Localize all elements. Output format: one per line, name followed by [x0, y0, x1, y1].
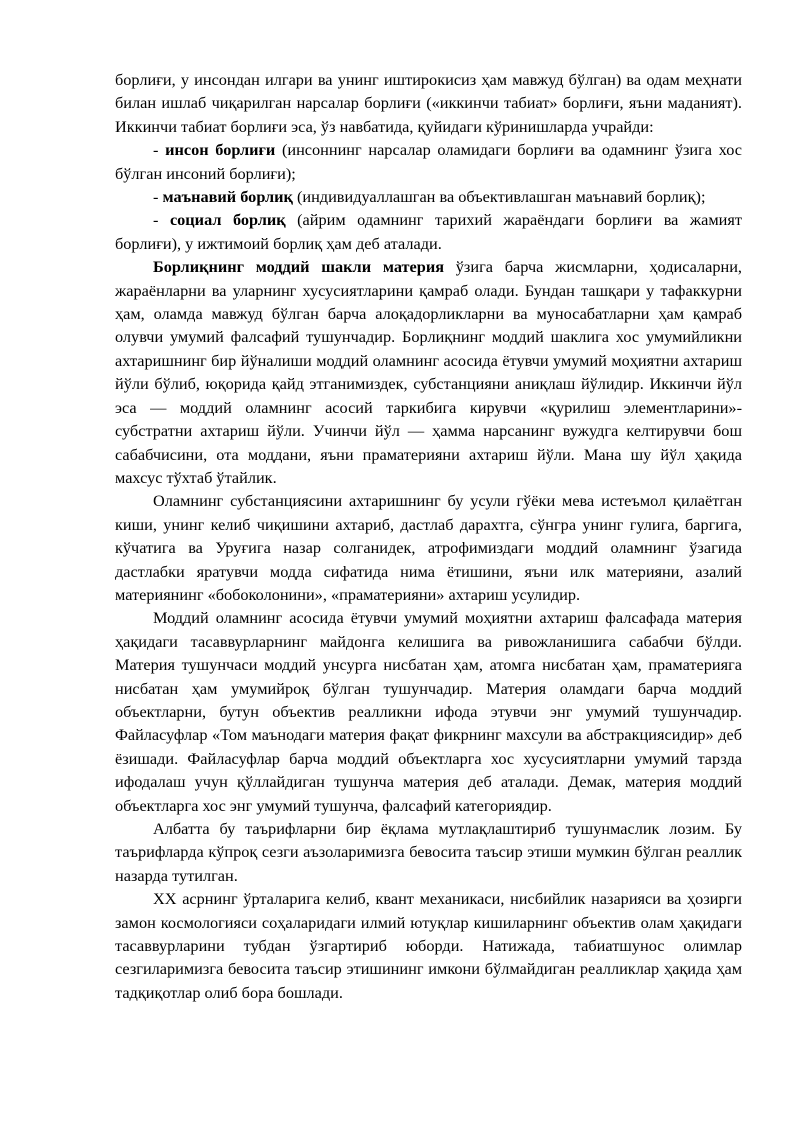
paragraph-2 — [115, 138, 742, 185]
text-run: (айрим одамнинг тарихий жараёндаги борлиғи ва жамият борлиғи), у ижтимоий борлиқ ҳам деб аталади. — [115, 210, 742, 253]
list-dash: - — [153, 187, 163, 207]
text-run: Оламнинг субстанциясини ахтаришнинг бу усули гўёки мева истеъмол қилаётган киши, унинг келиб чиқишини ахтариб, дастлаб дарахтга, сўнгра унинг гулига, баргига, кўчатига ва Уруғига назар солганидек, атрофимиздаги моддий оламнинг ўзагида дастлабки яратувчи модда сифатида нима ётишини, яъни илк материяни, азалий материянинг «бобоколонини», «праматерияни» ахтариш усулидир. — [115, 491, 742, 604]
paragraph-6 — [115, 489, 742, 606]
text-run: Моддий оламнинг асосида ётувчи умумий моҳиятни ахтариш фалсафада материя ҳақидаги тасаввурларнинг майдонга келишига ва ривожланишига сабабчи бўлди. Материя тушунчаси моддий унсурга нисбатан ҳам, атомга нисбатан ҳам, праматерияга нисбатан ҳам умумийроқ бўлган тушунчадир. Материя оламдаги барча моддий объектларни, бутун объектив реалликни ифода этувчи энг умумий тушунчадир. Файласуфлар «Том маънодаги материя фақат фикрнинг махсули ва абстракциясидир» деб ёзишади. Файласуфлар барча моддий объектларга хос хусусиятларни умумий тарзда ифодалаш учун қўллайдиган тушунча материя деб аталади. Демак, материя моддий объектларга хос энг умумий тушунча, фалсафий категориядир. — [115, 608, 742, 815]
text-run: Албатта бу таърифларни бир ёқлама мутлақлаштириб тушунмаслик лозим. Бу таърифларда кўпроқ сезги аъзоларимизга бевосита таъсир этиши мумкин бўлган реаллик назарда тутилган. — [115, 819, 742, 885]
text-run: XX асрнинг ўрталарига келиб, квант механикаси, нисбийлик назарияси ва ҳозирги замон космологияси соҳаларидаги илмий ютуқлар кишиларнинг объектив олам ҳақидаги тасаввурларини тубдан ўзгартириб юборди. Натижада, табиатшунос олимлар сезгиларимизга бевосита таъсир этишининг имкони бўлмайдиган реалликлар ҳақида ҳам тадқиқотлар олиб бора бошлади. — [115, 889, 742, 1002]
document-page — [115, 68, 742, 1004]
term-inson-borligi: инсон борлиғи — [165, 140, 276, 160]
list-dash: - — [153, 140, 166, 160]
paragraph-1 — [115, 68, 742, 138]
text-run: борлиғи, у инсондан илгари ва унинг иштирокисиз ҳам мавжуд бўлган) ва одам меҳнати билан ишлаб чиқарилган нарсалар борлиғи («иккинчи табиат» борлиғи, яъни маданият). Иккинчи табиат борлиғи эса, ўз навбатида, қуйидаги кўринишларда учрайди: — [115, 70, 742, 136]
text-run: (инсоннинг нарсалар оламидаги борлиғи ва одамнинг ўзига хос бўлган инсоний борлиғи); — [115, 140, 742, 183]
term-materiya: Борлиқнинг моддий шакли материя — [153, 257, 445, 277]
paragraph-7 — [115, 606, 742, 817]
list-dash: - — [153, 210, 170, 230]
term-manaviy-borliq: маънавий борлиқ — [162, 187, 293, 207]
paragraph-9 — [115, 887, 742, 1004]
paragraph-4 — [115, 208, 742, 255]
paragraph-3 — [115, 185, 742, 208]
paragraph-8 — [115, 817, 742, 887]
paragraph-5 — [115, 255, 742, 489]
text-run: (индивидуаллашган ва объективлашган маънавий борлиқ); — [292, 187, 706, 207]
term-sotsial-borliq: социал борлиқ — [169, 210, 286, 230]
text-run: ўзига барча жисмларни, ҳодисаларни, жараёнларни ва уларнинг хусусиятларини қамраб олади. Бундан ташқари у тафаккурни ҳам, оламда мавжуд бўлган барча алоқадорликларни ва муносабатларни ҳам қамраб олувчи умумий фалсафий тушунчадир. Борлиқнинг моддий шаклига хос умумийликни ахтаришнинг бир йўналиши моддий оламнинг асосида ётувчи умумий моҳиятни ахтариш йўли бўлиб, юқорида қайд этганимиздек, субстанцияни аниқлаш йўлидир. Иккинчи йўл эса — моддий оламнинг асосий таркибига кирувчи «қурилиш элементларини»-субстратни ахтариш йўли. Учинчи йўл — ҳамма нарсанинг вужудга келтирувчи бош сабабчисини, ота моддани, яъни праматерияни ахтариш йўли. Мана шу йўл ҳақида махсус тўхтаб ўтайлик. — [115, 257, 742, 487]
